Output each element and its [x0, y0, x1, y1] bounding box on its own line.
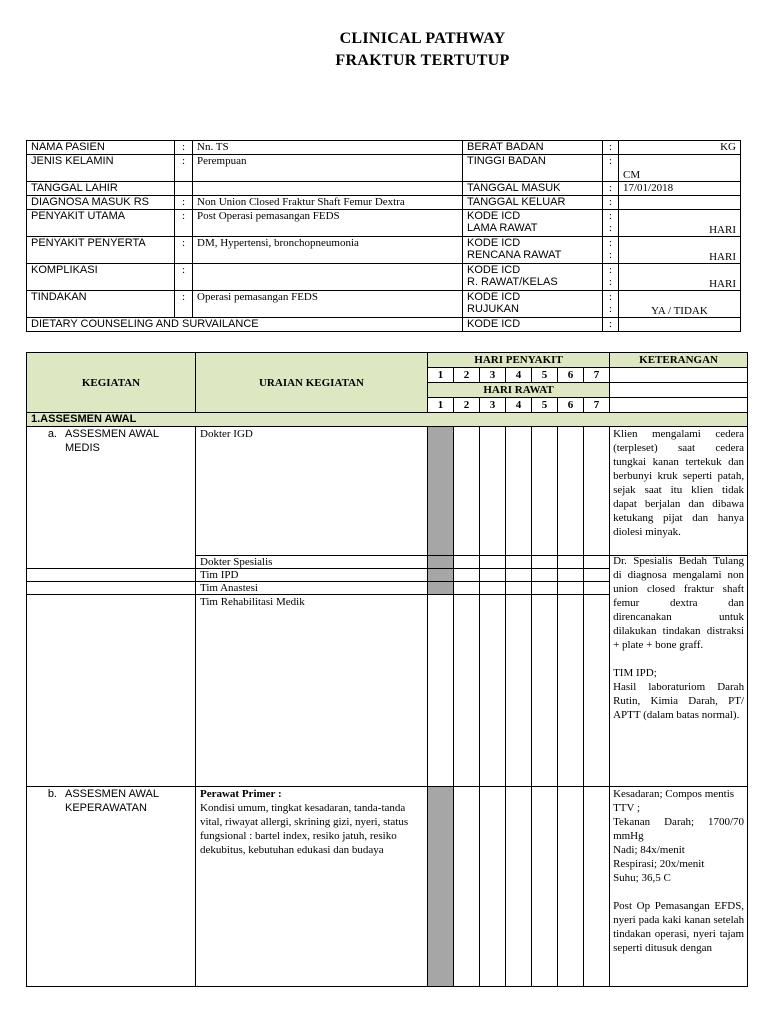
day-empty: [532, 582, 558, 595]
day-empty: [506, 582, 532, 595]
day-empty: [506, 787, 532, 987]
value-rencana-rawat: HARI: [619, 237, 741, 264]
colon: :: [608, 276, 613, 288]
day-shade: [428, 427, 454, 556]
item-title: ASSESMEN AWAL KEPERAWATAN: [65, 788, 159, 814]
keterangan-blank: [610, 368, 748, 383]
colon: :: [603, 141, 619, 155]
uraian-dokter-igd: Dokter IGD: [196, 427, 428, 556]
day-empty: [480, 595, 506, 787]
value-berat-badan: KG: [619, 141, 741, 155]
uraian-tim-rehab: Tim Rehabilitasi Medik: [196, 595, 428, 787]
value-diagnosa: Non Union Closed Fraktur Shaft Femur Dextra: [193, 196, 463, 210]
day-empty: [532, 556, 558, 569]
day-empty: [558, 569, 584, 582]
kegiatan-assesmen-medis: [27, 427, 196, 569]
empty-cell: [175, 182, 193, 196]
colon: :: [175, 155, 193, 182]
day-empty: [506, 569, 532, 582]
colon: :: [175, 141, 193, 155]
activities-table: [26, 352, 748, 987]
day-cell: 1: [428, 368, 454, 383]
note-nadi: Nadi; 84x/menit: [613, 844, 685, 856]
colon: :: [608, 303, 613, 315]
day-empty: [558, 595, 584, 787]
label-tindakan: TINDAKAN: [27, 291, 175, 318]
colon: :: [175, 196, 193, 210]
keterangan-dokter-igd: Klien mengalami cedera (terpleset) saat cedera tungkai kanan tertekuk dan berbunyi kruk seperti patah, sejak saat itu klien tidak dapat berjalan dan dibawa ketukang pijat dan hanya diolesi minyak.: [610, 427, 748, 556]
page-subtitle: FRAKTUR TERTUTUP: [335, 52, 510, 69]
day-empty: [532, 595, 558, 787]
uraian-dokter-spesialis: Dokter Spesialis: [196, 556, 428, 569]
colon: :: [608, 222, 613, 234]
colon: :: [175, 237, 193, 264]
kegiatan-assesmen-keperawatan: [27, 787, 196, 987]
value-tinggi-badan: CM: [619, 155, 741, 182]
rawat-day-cell: 5: [532, 398, 558, 413]
value-komplikasi: [193, 264, 463, 291]
day-empty: [454, 556, 480, 569]
colon: :: [603, 196, 619, 210]
lama-rawat-label: LAMA RAWAT: [467, 222, 538, 234]
label-tinggi-badan: TINGGI BADAN: [463, 155, 603, 182]
day-shade: [428, 556, 454, 569]
day-empty: [506, 427, 532, 556]
rawat-day-cell: 6: [558, 398, 584, 413]
colon-pair: [603, 291, 619, 318]
day-empty: [584, 427, 610, 556]
day-empty: [584, 787, 610, 987]
day-empty: [558, 787, 584, 987]
kegiatan-header: KEGIATAN: [27, 353, 196, 413]
keterangan-spesialis: [610, 556, 748, 787]
label-kode-icd: KODE ICD: [463, 318, 603, 332]
rencana-rawat-label: RENCANA RAWAT: [467, 249, 562, 261]
keterangan-blank: [610, 398, 748, 413]
day-empty: [532, 569, 558, 582]
value-lama-rawat: HARI: [619, 210, 741, 237]
kode-icd-label: KODE ICD: [467, 237, 521, 249]
colon-pair: [603, 237, 619, 264]
day-empty: [480, 582, 506, 595]
note-respirasi: Respirasi; 20x/menit: [613, 858, 705, 870]
label-nama-pasien: NAMA PASIEN: [27, 141, 175, 155]
value-penyakit-penyerta: DM, Hypertensi, bronchopneumonia: [193, 237, 463, 264]
item-title: ASSESMEN AWAL MEDIS: [65, 428, 159, 454]
value-tanggal-lahir: [193, 182, 463, 196]
day-empty: [584, 569, 610, 582]
keterangan-perawat: [610, 787, 748, 987]
colon-pair: [603, 210, 619, 237]
colon: :: [175, 210, 193, 237]
ipd-note: Hasil laboraturiom Darah Rutin, Kimia Darah, PT/ APTT (dalam batas normal).: [613, 681, 745, 721]
day-cell: 5: [532, 368, 558, 383]
day-empty: [480, 569, 506, 582]
kegiatan-empty: [27, 569, 196, 582]
label-kode-icd-rujukan: [463, 291, 603, 318]
label-penyakit-utama: PENYAKIT UTAMA: [27, 210, 175, 237]
colon: :: [608, 210, 613, 222]
spacer: [613, 652, 744, 666]
day-empty: [558, 556, 584, 569]
label-berat-badan: BERAT BADAN: [463, 141, 603, 155]
keterangan-blank: [610, 383, 748, 398]
label-tanggal-lahir: TANGGAL LAHIR: [27, 182, 175, 196]
colon: :: [608, 264, 613, 276]
label-dietary: DIETARY COUNSELING AND SURVAILANCE: [27, 318, 463, 332]
note-kesadaran: Kesadaran; Compos mentis: [613, 788, 735, 800]
page-title: CLINICAL PATHWAY: [339, 30, 506, 47]
day-empty: [454, 427, 480, 556]
spacer: [613, 885, 744, 899]
kegiatan-empty: [27, 595, 196, 787]
day-empty: [454, 569, 480, 582]
perawat-title: Perawat Primer :: [200, 788, 282, 800]
label-diagnosa: DIAGNOSA MASUK RS: [27, 196, 175, 210]
label-penyakit-penyerta: PENYAKIT PENYERTA: [27, 237, 175, 264]
day-empty: [558, 582, 584, 595]
value-penyakit-utama: Post Operasi pemasangan FEDS: [193, 210, 463, 237]
ipd-note-title: TIM IPD;: [613, 667, 657, 679]
rawat-day-cell: 1: [428, 398, 454, 413]
day-shade: [428, 569, 454, 582]
label-jenis-kelamin: JENIS KELAMIN: [27, 155, 175, 182]
keterangan-header: KETERANGAN: [610, 353, 748, 368]
day-empty: [506, 595, 532, 787]
day-empty: [428, 595, 454, 787]
note-tekanan-darah: Tekanan Darah; 1700/70 mmHg: [613, 816, 745, 842]
value-rujukan: YA / TIDAK: [619, 291, 741, 318]
colon: :: [603, 155, 619, 182]
day-empty: [454, 582, 480, 595]
uraian-header: URAIAN KEGIATAN: [196, 353, 428, 413]
day-cell: 2: [454, 368, 480, 383]
rawat-day-cell: 3: [480, 398, 506, 413]
label-kode-icd-kelas: [463, 264, 603, 291]
note-post-op: Post Op Pemasangan EFDS, nyeri pada kaki kanan setelah tindakan operasi, nyeri tajam seperti ditusuk dengan: [613, 900, 745, 954]
label-tanggal-masuk: TANGGAL MASUK: [463, 182, 603, 196]
day-empty: [584, 582, 610, 595]
section-assesmen-awal: 1.ASSESMEN AWAL: [27, 413, 748, 427]
day-cell: 6: [558, 368, 584, 383]
patient-info-table: [26, 140, 741, 332]
day-empty: [480, 556, 506, 569]
day-empty: [506, 556, 532, 569]
kode-icd-label: KODE ICD: [467, 264, 521, 276]
day-empty: [584, 556, 610, 569]
colon: :: [175, 264, 193, 291]
value-tanggal-masuk: 17/01/2018: [619, 182, 741, 196]
value-jenis-kelamin: Perempuan: [193, 155, 463, 182]
colon: :: [603, 318, 619, 332]
kode-icd-label: KODE ICD: [467, 291, 521, 303]
day-empty: [480, 427, 506, 556]
day-cell: 3: [480, 368, 506, 383]
day-empty: [584, 595, 610, 787]
value-kode-icd: [619, 318, 741, 332]
value-tindakan: Operasi pemasangan FEDS: [193, 291, 463, 318]
value-r-rawat-kelas: HARI: [619, 264, 741, 291]
day-empty: [532, 787, 558, 987]
note-ttv: TTV ;: [613, 802, 641, 814]
label-tanggal-keluar: TANGGAL KELUAR: [463, 196, 603, 210]
spesialis-note: Dr. Spesialis Bedah Tulang di diagnosa mengalami non union closed fraktur shaft femur dextra dan direncanakan untuk dilakukan tindakan distraksi + plate + bone graff.: [613, 555, 745, 651]
hari-rawat-header: HARI RAWAT: [428, 383, 610, 398]
colon: :: [608, 237, 613, 249]
day-shade: [428, 787, 454, 987]
hari-penyakit-header: HARI PENYAKIT: [428, 353, 610, 368]
value-tanggal-keluar: [619, 196, 741, 210]
label-kode-icd-lama-rawat: [463, 210, 603, 237]
rawat-day-cell: 2: [454, 398, 480, 413]
note-suhu: Suhu; 36,5 C: [613, 872, 671, 884]
kode-icd-label: KODE ICD: [467, 210, 521, 222]
label-kode-icd-rencana-rawat: [463, 237, 603, 264]
kegiatan-empty: [27, 582, 196, 595]
day-shade: [428, 582, 454, 595]
value-nama-pasien: Nn. TS: [193, 141, 463, 155]
perawat-text: Kondisi umum, tingkat kesadaran, tanda-tanda vital, riwayat allergi, skrining gizi, nyeri, status fungsional : bartel index, resiko jatuh, resiko dekubitus, kebutuhan edukasi dan budaya: [200, 802, 409, 856]
day-cell: 7: [584, 368, 610, 383]
item-marker: b.: [47, 788, 57, 800]
colon: :: [608, 291, 613, 303]
day-empty: [532, 427, 558, 556]
label-komplikasi: KOMPLIKASI: [27, 264, 175, 291]
day-empty: [454, 787, 480, 987]
day-empty: [454, 595, 480, 787]
colon-pair: [603, 264, 619, 291]
colon: :: [175, 291, 193, 318]
r-rawat-kelas-label: R. RAWAT/KELAS: [467, 276, 558, 288]
uraian-tim-ipd: Tim IPD: [196, 569, 428, 582]
colon: :: [603, 182, 619, 196]
day-empty: [480, 787, 506, 987]
rujukan-label: RUJUKAN: [467, 303, 519, 315]
colon: :: [608, 249, 613, 261]
uraian-perawat: [196, 787, 428, 987]
day-empty: [558, 427, 584, 556]
rawat-day-cell: 7: [584, 398, 610, 413]
day-cell: 4: [506, 368, 532, 383]
rawat-day-cell: 4: [506, 398, 532, 413]
item-marker: a.: [47, 428, 57, 440]
uraian-tim-anastesi: Tim Anastesi: [196, 582, 428, 595]
